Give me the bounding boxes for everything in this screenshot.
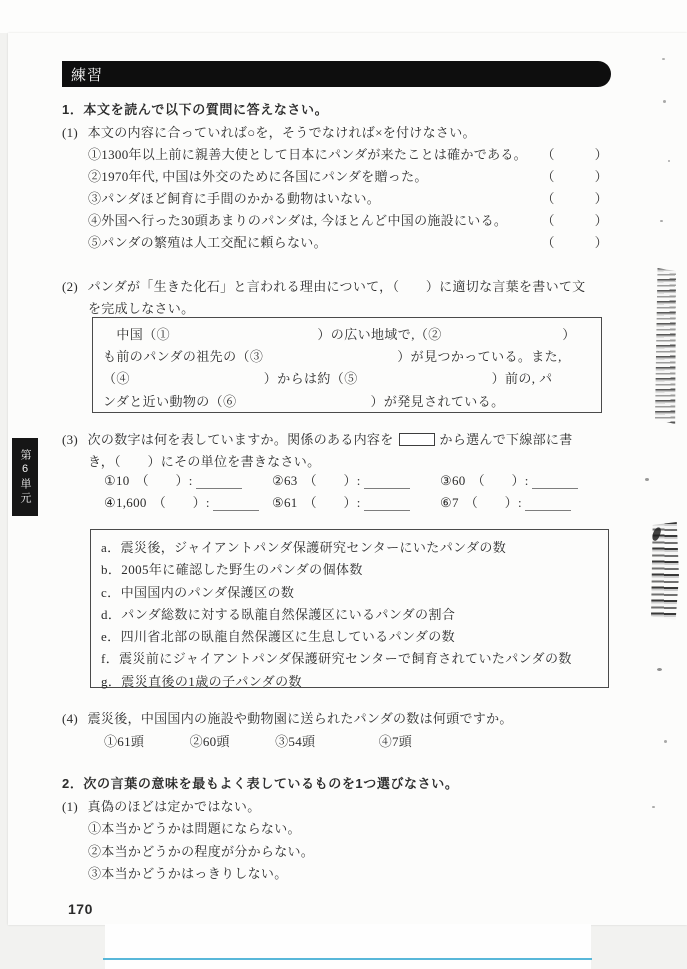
number-value: ④1,600 — [104, 495, 147, 510]
section-header-label: 練習 — [71, 66, 104, 84]
q1-p3-prompt-line2: き，（ ）にその単位を書きなさい。 — [88, 454, 321, 469]
workbook-page — [8, 33, 687, 925]
scan-speck — [660, 220, 663, 222]
scan-speck — [663, 100, 666, 103]
scan-speck — [662, 58, 665, 60]
fill-box-line: も前のパンダの祖先の（③ ）が見つかっている。また, — [103, 349, 562, 365]
q1-p2-prompt-text: パンダが「生きた化石」と言われる理由について，（ ）に適切な言葉を書いて文 — [87, 279, 586, 294]
q1-p4-options — [104, 731, 412, 750]
q1-p2-prompt-line2: を完成しなさい。 — [88, 301, 195, 316]
number-item — [104, 470, 272, 489]
number-value: ③60 — [440, 473, 466, 488]
answer-paren: （ ） — [541, 147, 608, 162]
answer-paren: （ ） — [541, 191, 608, 206]
statement-text: ②1970年代, 中国は外交のために各国にパンダを贈った。 — [88, 169, 428, 184]
q2-p1-prompt-text: 真偽のほどは定かではない。 — [87, 799, 261, 814]
scan-speck — [657, 668, 662, 671]
q1-p3-number-row-1 — [104, 470, 609, 489]
choice-item: f．震災前にジャイアントパンダ保護研究センターで飼育されていたパンダの数 — [101, 651, 572, 667]
section-header-bar — [62, 61, 611, 87]
number-value: ⑤61 — [272, 495, 298, 510]
number-item — [440, 492, 571, 511]
q1-p1-item — [88, 188, 608, 207]
choice-item: a．震災後，ジャイアントパンダ保護研究センターにいたパンダの数 — [101, 540, 507, 555]
q1-p3-prompt-line1 — [62, 429, 573, 448]
q1-p1-item — [88, 210, 608, 229]
answer-paren: （ ） — [541, 169, 608, 184]
answer-choices-box — [90, 529, 609, 688]
answer-blank — [532, 476, 578, 489]
unit-paren: （ ）: — [135, 473, 193, 488]
scan-artifact-streaks — [655, 268, 676, 424]
answer-blank — [364, 498, 410, 511]
option-item: ④7頭 — [378, 734, 413, 749]
q1-p4-number: (4) — [62, 711, 79, 726]
answer-blank — [196, 476, 242, 489]
q1-p4-prompt — [62, 708, 513, 727]
choice-item: d．パンダ総数に対する臥龍自然保護区にいるパンダの割合 — [101, 606, 456, 622]
page-number: 170 — [68, 901, 93, 917]
q1-p3-prompt-before: 次の数字は何を表していますか。関係のある内容を — [87, 432, 394, 447]
scan-speck — [664, 740, 667, 743]
unit-paren: （ ）: — [152, 495, 210, 510]
number-value: ⑥7 — [440, 495, 459, 510]
q1-p1-item — [88, 144, 608, 163]
next-page-edge — [105, 924, 591, 969]
fill-box-line: 中国（① ）の広い地域で,（② ） — [103, 327, 576, 342]
statement-text: ③パンダほど飼育に手間のかかる動物はいない。 — [88, 191, 381, 206]
q1-p3-prompt-after: から選んで下線部に書 — [439, 432, 573, 447]
scan-speck — [645, 478, 649, 481]
number-item — [272, 492, 440, 511]
statement-text: ⑤パンダの繁殖は人工交配に頼らない。 — [88, 235, 327, 250]
answer-paren: （ ） — [541, 213, 608, 228]
q1-p1-prompt — [62, 122, 476, 141]
q1-p1-prompt-text: 本文の内容に合っていれば○を，そうでなければ×を付けなさい。 — [87, 125, 476, 140]
q1-p3-number: (3) — [62, 432, 79, 447]
answer-blank — [525, 498, 571, 511]
choice-item: e．四川省北部の臥龍自然保護区に生息しているパンダの数 — [101, 629, 456, 645]
scan-top-margin — [0, 0, 687, 33]
option-item: ③54頭 — [275, 734, 316, 749]
unit-paren: （ ）: — [471, 473, 529, 488]
number-value: ②63 — [272, 473, 298, 488]
option-item: ②60頭 — [189, 734, 230, 749]
choices-box-icon — [399, 433, 435, 446]
scan-speck — [652, 806, 655, 808]
fill-box-line: ンダと近い動物の（⑥ ）が発見されている。 — [103, 393, 505, 409]
unit-paren: （ ）: — [303, 473, 361, 488]
unit-side-tab: 第6単元 — [12, 438, 38, 516]
unit-paren: （ ）: — [464, 495, 522, 510]
number-item — [440, 470, 578, 489]
fill-box-line: （④ ）からは約（⑤ ）前の, パ — [103, 371, 553, 387]
statement-text: ①1300年以上前に親善大使として日本にパンダが来たことは確かである。 — [88, 147, 527, 162]
choice-item: g．震災直後の1歳の子パンダの数 — [101, 673, 302, 689]
q2-option: ②本当かどうかの程度が分からない。 — [88, 844, 315, 859]
statement-text: ④外国へ行った30頭あまりのパンダは, 今ほとんど中国の施設にいる。 — [88, 213, 508, 228]
choice-item: b．2005年に確認した野生のパンダの個体数 — [101, 562, 363, 578]
q1-p1-item — [88, 166, 608, 185]
q1-p2-number: (2) — [62, 279, 79, 294]
answer-blank — [213, 498, 259, 511]
q2-option: ③本当かどうかはっきりしない。 — [88, 866, 288, 881]
number-value: ①10 — [104, 473, 130, 488]
option-item: ①61頭 — [104, 734, 145, 749]
q1-p3-number-row-2 — [104, 492, 609, 511]
answer-paren: （ ） — [541, 235, 608, 250]
number-item — [272, 470, 440, 489]
fill-in-blank-box — [92, 317, 602, 413]
bottom-blue-rule — [103, 958, 592, 960]
answer-blank — [364, 476, 410, 489]
choice-item: c．中国国内のパンダ保護区の数 — [101, 584, 295, 600]
question2-title: 2．次の言葉の意味を最もよく表しているものを1つ選びなさい。 — [62, 776, 459, 791]
q1-p1-item — [88, 232, 608, 251]
q1-p4-prompt-text: 震災後，中国国内の施設や動物園に送られたパンダの数は何頭ですか。 — [87, 711, 513, 726]
question1-title: 1．本文を読んで以下の質問に答えなさい。 — [62, 102, 329, 117]
q1-p2-prompt-line1 — [62, 276, 586, 295]
unit-paren: （ ）: — [303, 495, 361, 510]
q2-p1-prompt — [62, 796, 261, 815]
q2-option: ①本当かどうかは問題にならない。 — [88, 821, 301, 836]
scan-speck — [668, 160, 670, 162]
q1-p1-number: (1) — [62, 125, 79, 140]
number-item — [104, 492, 272, 511]
q2-p1-number: (1) — [62, 799, 79, 814]
